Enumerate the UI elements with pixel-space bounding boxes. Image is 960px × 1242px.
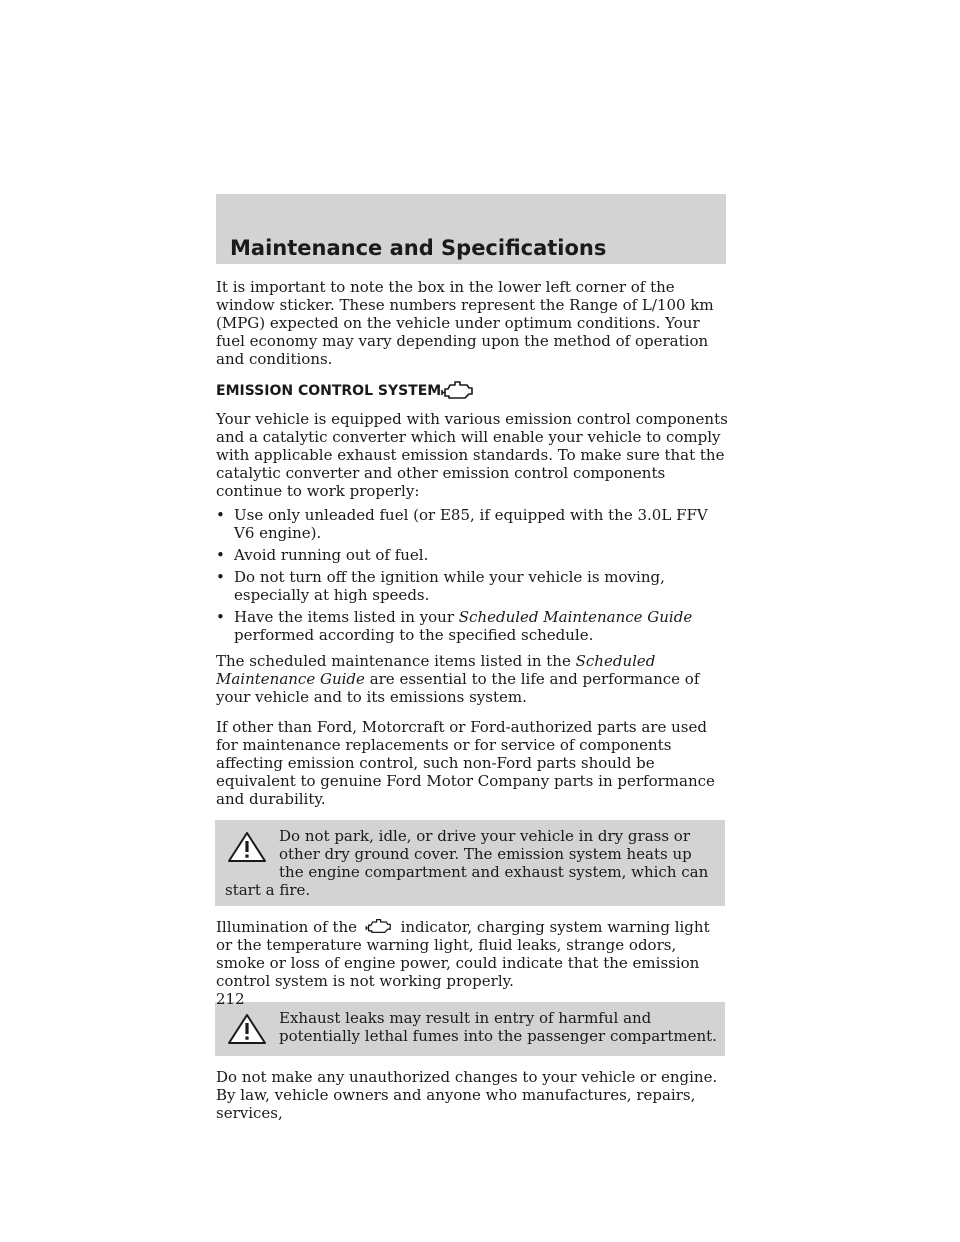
list-item [216,546,728,564]
equipment-paragraph: Your vehicle is equipped with various emission control components and a catalytic converter which will enable your vehicle to comply with applicable exhaust emission standards. To make sure that the catalytic converter and other emission control components continue to work properly: [216,410,728,500]
warning-triangle-icon [227,1013,267,1045]
warning-box-fire [215,820,725,906]
check-engine-icon [441,380,475,400]
list-item [216,506,728,542]
section-heading-text: EMISSION CONTROL SYSTEM [216,383,442,399]
parts-paragraph: If other than Ford, Motorcraft or Ford-authorized parts are used for maintenance replacements or for service of components affecting emission control, such non-Ford parts should be equivalent to genuine Ford Motor Company parts in performance and durability. [216,718,715,808]
guide-title-italic: Scheduled Maintenance Guide [458,608,693,626]
bullet-dot: • [216,608,225,626]
bullet-text: Avoid running out of fuel. [234,546,429,564]
bullet-dot: • [216,546,225,564]
scheduled-prefix: The scheduled maintenance items listed in the [216,652,571,670]
bullet-dot: • [216,568,225,586]
illumination-paragraph [216,918,728,990]
warning-text: Exhaust leaks may result in entry of harmful and potentially lethal fumes into the passenger compartment. [279,1009,717,1045]
bullet-text: Use only unleaded fuel (or E85, if equipped with the 3.0L FFV V6 engine). [234,506,708,542]
check-engine-icon [362,918,396,934]
warning-triangle-icon [227,831,267,863]
page-number: 212 [216,990,245,1008]
illumination-suffix: indicator, charging system warning light or the temperature warning light, fluid leaks, strange odors, smoke or loss of engine power, could indicate that the emission control system is not working properly. [216,918,710,990]
illumination-prefix: Illumination of the [216,918,358,936]
final-paragraph: Do not make any unauthorized changes to your vehicle or engine. By law, vehicle owners and anyone who manufactures, repairs, services, [216,1068,718,1122]
bullet-text-suffix: performed according to the specified schedule. [234,626,594,644]
warning-box-exhaust [215,1002,725,1056]
warning-text: Do not park, idle, or drive your vehicle in dry grass or other dry ground cover. The emission system heats up the engine compartment and exhaust system, which can start a fire. [225,827,709,899]
bullet-dot: • [216,506,225,524]
page-title: Maintenance and Specifications [230,236,607,260]
list-item [216,568,728,604]
guide-title-italic: Scheduled Maintenance Guide [216,652,656,688]
page-content [216,278,728,1134]
bullet-list [216,506,728,644]
bullet-text: Do not turn off the ignition while your vehicle is moving, especially at high speeds. [234,568,665,604]
bullet-text-prefix: Have the items listed in your [234,608,454,626]
scheduled-suffix: are essential to the life and performance of your vehicle and to its emissions system. [216,670,700,706]
list-item [216,608,728,644]
scheduled-paragraph [216,652,728,706]
section-heading [216,380,728,400]
intro-paragraph: It is important to note the box in the lower left corner of the window sticker. These numbers represent the Range of L/100 km (MPG) expected on the vehicle under optimum conditions. Your fuel economy may vary depending upon the method of operation and conditions. [216,278,714,368]
